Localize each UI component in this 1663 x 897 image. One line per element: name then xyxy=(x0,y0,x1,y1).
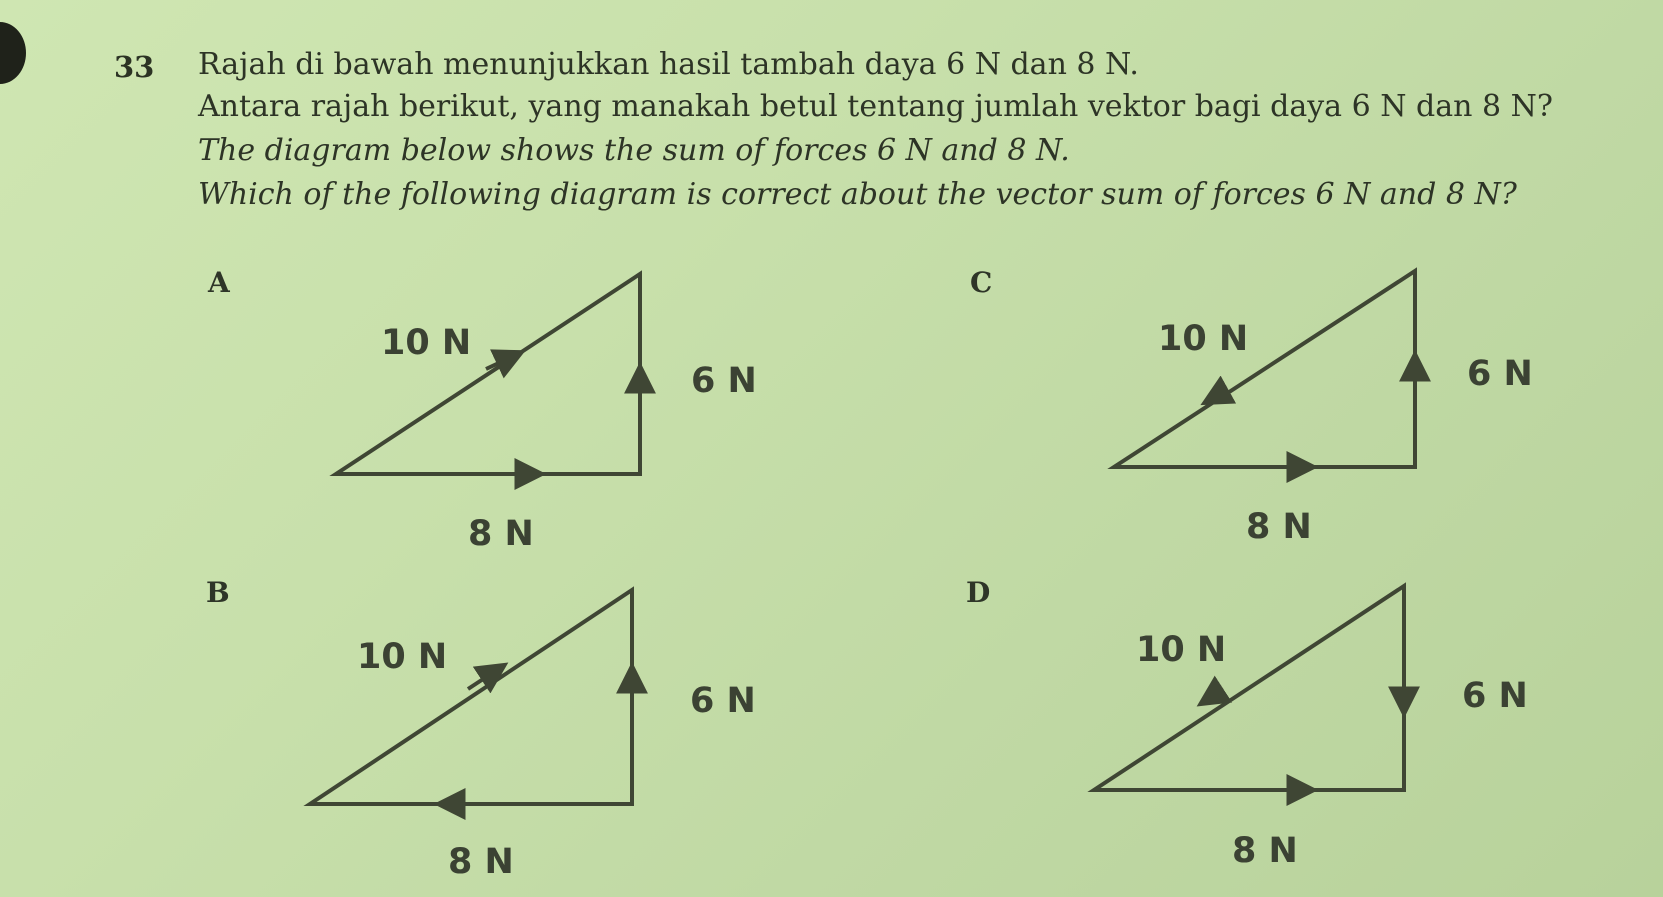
option-b-hypotenuse-label: 10 N xyxy=(357,637,448,677)
option-d-vertical-label: 6 N xyxy=(1462,676,1528,716)
option-a-label[interactable]: A xyxy=(208,266,230,299)
question-english-line-2: Which of the following diagram is correct about the vector sum of forces 6 N and 8 N? xyxy=(198,177,1517,212)
option-d-hypotenuse-arrow xyxy=(1202,690,1222,703)
option-c-label[interactable]: C xyxy=(970,266,993,299)
option-a-vertical-label: 6 N xyxy=(691,361,757,401)
question-malay-line-2: Antara rajah berikut, yang manakah betul tentang jumlah vektor bagi daya 6 N dan 8 N? xyxy=(198,89,1553,124)
question-malay-line-1: Rajah di bawah menunjukkan hasil tambah daya 6 N dan 8 N. xyxy=(198,47,1139,82)
option-c-horizontal-label: 8 N xyxy=(1246,507,1312,547)
option-c-vertical-label: 6 N xyxy=(1467,354,1533,394)
question-number: 33 xyxy=(114,50,155,84)
diagram-c xyxy=(1114,271,1533,547)
option-b-hypotenuse-arrow xyxy=(468,666,503,689)
option-a-hypotenuse-arrow xyxy=(486,353,520,369)
option-c-hypotenuse-label: 10 N xyxy=(1158,319,1249,359)
option-b-vertical-label: 6 N xyxy=(690,681,756,721)
diagram-b xyxy=(310,590,756,882)
option-b-horizontal-label: 8 N xyxy=(448,842,514,882)
option-a-hypotenuse-label: 10 N xyxy=(381,323,472,363)
question-english-line-1: The diagram below shows the sum of forces 6 N and 8 N. xyxy=(198,133,1070,168)
option-a-horizontal-label: 8 N xyxy=(468,514,534,554)
diagram-d xyxy=(1094,586,1528,871)
option-d-hypotenuse-label: 10 N xyxy=(1136,630,1227,670)
binding-hole xyxy=(0,22,26,84)
diagram-a xyxy=(336,274,757,554)
option-c-hypotenuse-arrow xyxy=(1206,392,1224,402)
option-d-label[interactable]: D xyxy=(966,576,991,609)
option-b-label[interactable]: B xyxy=(206,576,230,609)
option-d-horizontal-label: 8 N xyxy=(1232,831,1298,871)
